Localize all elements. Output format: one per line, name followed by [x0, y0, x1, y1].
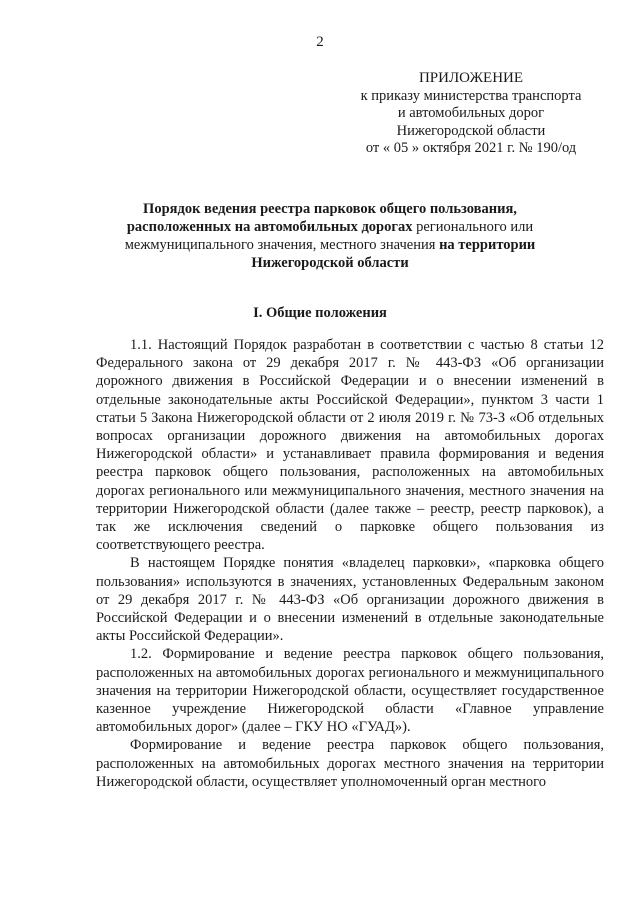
- appendix-line: Нижегородской области: [396, 122, 546, 139]
- paragraph: В настоящем Порядке понятия «владелец парковки», «парковка общего пользования» используются в значениях, установленных Федеральным законом от 29 декабря 2017 г. № 443-ФЗ «Об организации дорожного движения в Российской Федерации и о внесении изменений в отдельные законодательные акты Российской Федерации».: [96, 555, 604, 645]
- document-title-regular-part: регионального или межмуниципального значения, местного значения: [124, 219, 534, 253]
- body-text: [96, 336, 604, 791]
- document-title-bold-part-end: на территории Нижегородской области: [251, 237, 536, 271]
- appendix-line: и автомобильных дорог: [397, 105, 545, 121]
- appendix-line: к приказу министерства транспорта: [360, 87, 582, 104]
- paragraph: 1.2. Формирование и ведение реестра парковок общего пользования, расположенных на автомобильных дорогах регионального и межмуниципального значения на территории Нижегородской области, осуществляет государственное казенное учреждение Нижегородской области «Главное управление автомобильных дорог» (далее – ГКУ НО «ГУАД»).: [96, 646, 604, 736]
- document-title: [120, 200, 540, 272]
- appendix-header: [351, 70, 591, 158]
- appendix-title: ПРИЛОЖЕНИЕ: [418, 70, 524, 86]
- page-number: 2: [316, 34, 324, 50]
- paragraph: Формирование и ведение реестра парковок общего пользования, расположенных на автомобильных дорогах местного значения на территории Нижегородской области, осуществляет уполномоченный орган местного: [96, 737, 604, 790]
- section-title: I. Общие положения: [253, 305, 387, 321]
- paragraph: 1.1. Настоящий Порядок разработан в соответствии с частью 8 статьи 12 Федерального закона от 29 декабря 2017 г. № 443-ФЗ «Об организации дорожного движения в Российской Федерации и о внесении изменений в отдельные законодательные акты Российской Федерации», пунктом 3 части 1 статьи 5 Закона Нижегородской области от 2 июля 2019 г. № 73-З «Об отдельных вопросах организации дорожного движения на автомобильных дорогах Нижегородской области» и устанавливает правила формирования и ведения реестра парковок общего пользования, расположенных на автомобильных дорогах регионального или межмуниципального значения, местного значения на территории Нижегородской области (далее также – реестр, реестр парковок), а так же исключения сведений о парковке общего пользования из соответствующего реестра.: [96, 337, 604, 554]
- document-title-bold-part: Порядок ведения реестра парковок общего пользования, расположенных на автомобильных дорогах: [126, 201, 517, 235]
- appendix-date-line: от « 05 » октября 2021 г. № 190/од: [365, 140, 577, 156]
